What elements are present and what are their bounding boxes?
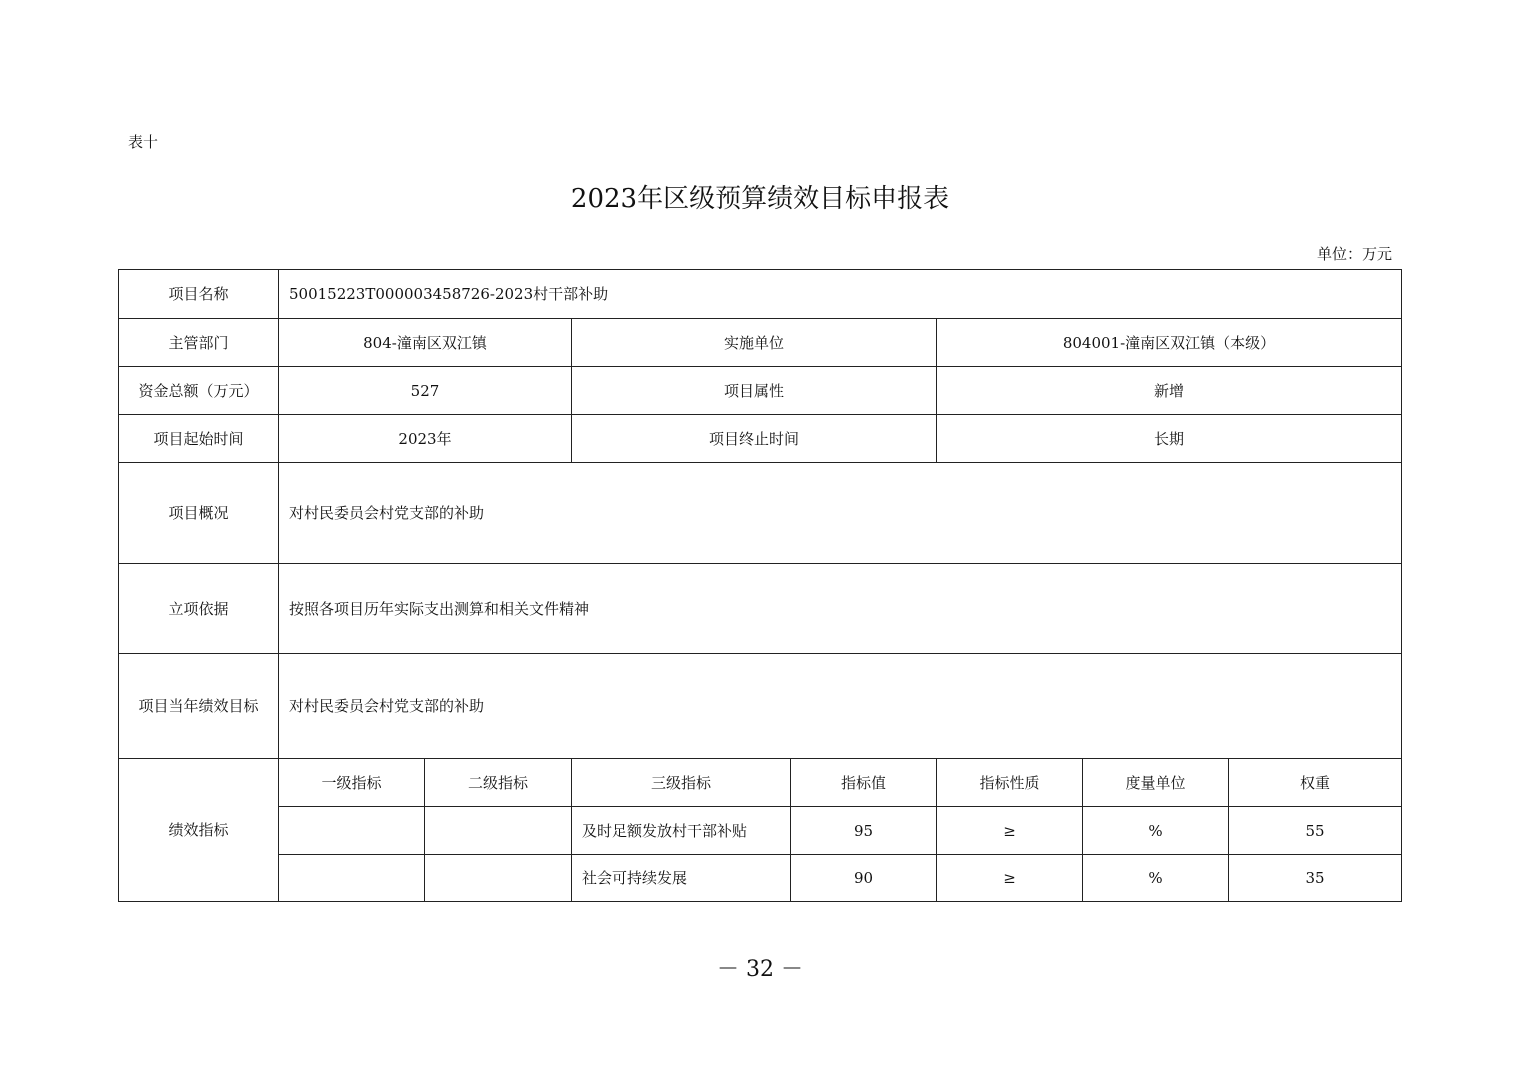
implementing-unit-value: 804001-潼南区双江镇（本级） bbox=[937, 319, 1402, 367]
header-level3: 三级指标 bbox=[572, 759, 791, 807]
project-basis-label: 立项依据 bbox=[119, 564, 279, 654]
start-time-label: 项目起始时间 bbox=[119, 415, 279, 463]
page-title: 2023年区级预算绩效目标申报表 bbox=[570, 184, 950, 214]
total-fund-value: 527 bbox=[279, 367, 572, 415]
implementing-unit-label: 实施单位 bbox=[572, 319, 937, 367]
department-value: 804-潼南区双江镇 bbox=[279, 319, 572, 367]
header-unit: 度量单位 bbox=[1083, 759, 1229, 807]
project-name-value: 50015223T000003458726-2023村干部补助 bbox=[279, 270, 1402, 319]
end-time-value: 长期 bbox=[937, 415, 1402, 463]
table-cell: 55 bbox=[1229, 807, 1402, 855]
project-overview-label: 项目概况 bbox=[119, 463, 279, 564]
department-label: 主管部门 bbox=[119, 319, 279, 367]
end-time-label: 项目终止时间 bbox=[572, 415, 937, 463]
start-time-value: 2023年 bbox=[279, 415, 572, 463]
table-cell: ≥ bbox=[937, 807, 1083, 855]
table-label: 表十 bbox=[128, 133, 159, 151]
table-cell bbox=[279, 807, 425, 855]
project-overview-value: 对村民委员会村党支部的补助 bbox=[279, 463, 1402, 564]
table-cell: 90 bbox=[791, 855, 937, 902]
header-level1: 一级指标 bbox=[279, 759, 425, 807]
header-nature: 指标性质 bbox=[937, 759, 1083, 807]
project-basis-value: 按照各项目历年实际支出测算和相关文件精神 bbox=[279, 564, 1402, 654]
page-number: － 32 － bbox=[717, 957, 803, 982]
project-attribute-value: 新增 bbox=[937, 367, 1402, 415]
unit-note: 单位：万元 bbox=[1316, 245, 1392, 263]
table-cell bbox=[425, 855, 572, 902]
table-cell: 35 bbox=[1229, 855, 1402, 902]
annual-goal-label: 项目当年绩效目标 bbox=[119, 654, 279, 759]
table-cell: ≥ bbox=[937, 855, 1083, 902]
project-attribute-label: 项目属性 bbox=[572, 367, 937, 415]
header-level2: 二级指标 bbox=[425, 759, 572, 807]
header-target-value: 指标值 bbox=[791, 759, 937, 807]
table-cell: 社会可持续发展 bbox=[572, 855, 791, 902]
table-cell bbox=[425, 807, 572, 855]
total-fund-label: 资金总额（万元） bbox=[119, 367, 279, 415]
table-cell bbox=[279, 855, 425, 902]
project-name-label: 项目名称 bbox=[119, 270, 279, 319]
annual-goal-value: 对村民委员会村党支部的补助 bbox=[279, 654, 1402, 759]
performance-indicators-label: 绩效指标 bbox=[119, 759, 279, 902]
budget-performance-table bbox=[118, 269, 1402, 902]
table-cell: 及时足额发放村干部补贴 bbox=[572, 807, 791, 855]
table-cell: 95 bbox=[791, 807, 937, 855]
table-cell: % bbox=[1083, 807, 1229, 855]
header-weight: 权重 bbox=[1229, 759, 1402, 807]
table-cell: % bbox=[1083, 855, 1229, 902]
